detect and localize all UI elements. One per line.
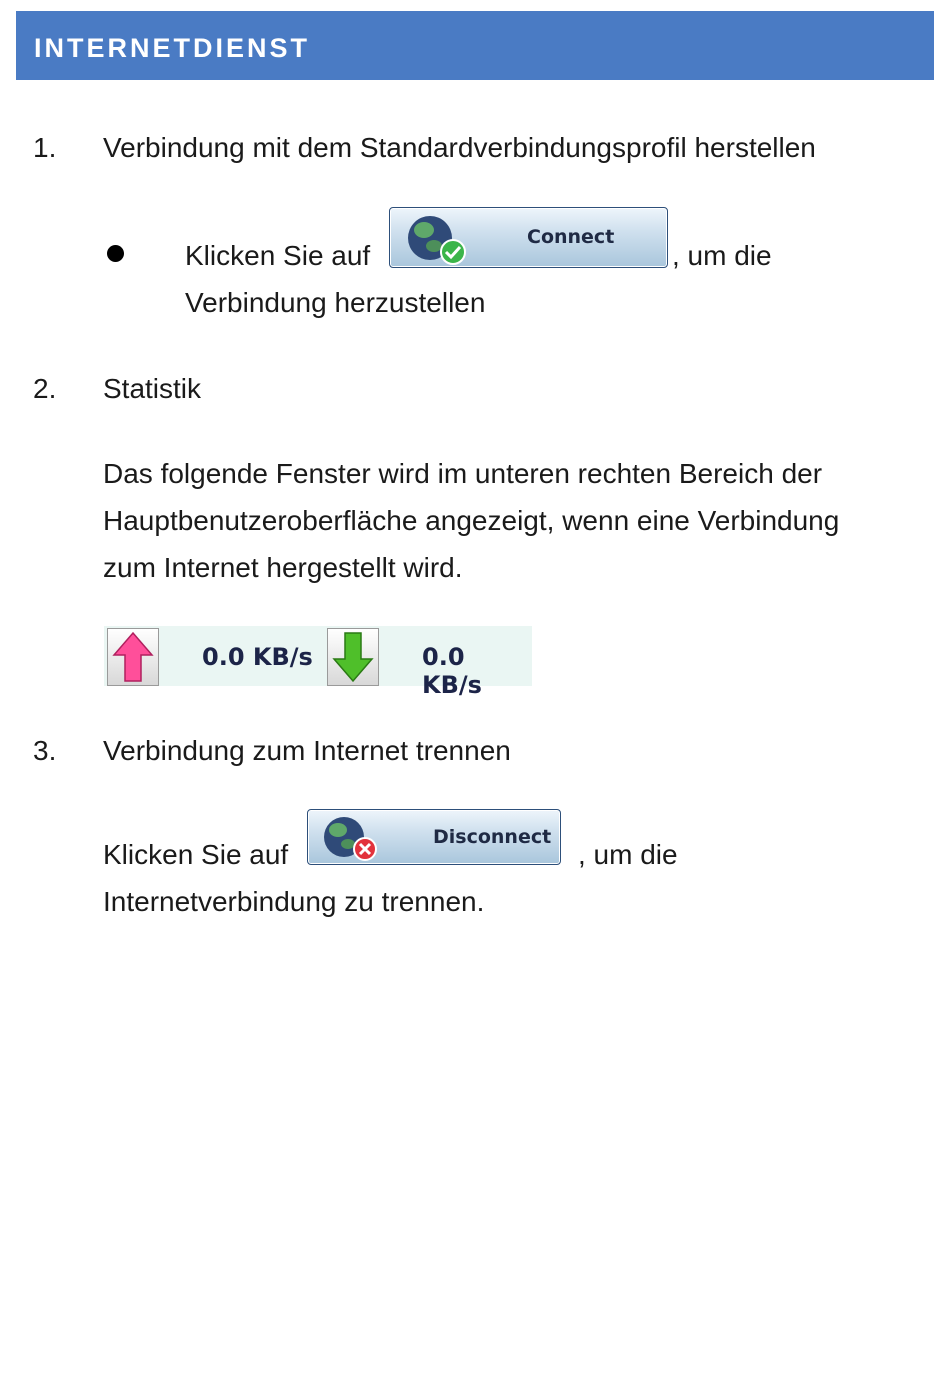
bullet-icon — [107, 245, 124, 262]
connect-button-label: Connect — [527, 226, 615, 248]
step-2-paragraph-line: Hauptbenutzeroberfläche angezeigt, wenn eine Verbindung — [103, 505, 840, 536]
step-1-text-after: , um die — [672, 240, 772, 271]
step-1-text-before: Klicken Sie auf — [185, 240, 371, 271]
step-1-number: 1. — [33, 132, 57, 163]
step-1-text-line2: Verbindung herzustellen — [185, 287, 486, 318]
download-speed: 0.0 KB/s — [422, 643, 482, 699]
section-title: INTERNETDIENST — [34, 33, 311, 63]
step-2-paragraph-line: Das folgende Fenster wird im unteren rechten Bereich der — [103, 458, 823, 489]
step-3-number: 3. — [33, 735, 57, 766]
step-2-paragraph-line: zum Internet hergestellt wird. — [103, 552, 463, 583]
globe-check-icon — [404, 212, 468, 271]
step-1-heading: Verbindung mit dem Standardverbindungsprofil herstellen — [103, 132, 816, 163]
globe-x-icon — [320, 813, 380, 868]
download-arrow-icon — [327, 628, 379, 686]
step-3-text-after: , um die — [578, 839, 678, 870]
disconnect-button-label: Disconnect — [433, 826, 552, 848]
upload-arrow-icon — [107, 628, 159, 686]
step-2-heading: Statistik — [103, 373, 202, 404]
step-3-heading: Verbindung zum Internet trennen — [103, 735, 511, 766]
step-3-text-before: Klicken Sie auf — [103, 839, 289, 870]
step-2-number: 2. — [33, 373, 57, 404]
disconnect-button[interactable] — [307, 809, 561, 865]
upload-speed: 0.0 KB/s — [202, 643, 313, 671]
section-header-bar — [16, 11, 934, 80]
connect-button[interactable] — [389, 207, 668, 268]
step-3-text-line2: Internetverbindung zu trennen. — [103, 886, 485, 917]
traffic-statistics-panel — [104, 626, 532, 699]
